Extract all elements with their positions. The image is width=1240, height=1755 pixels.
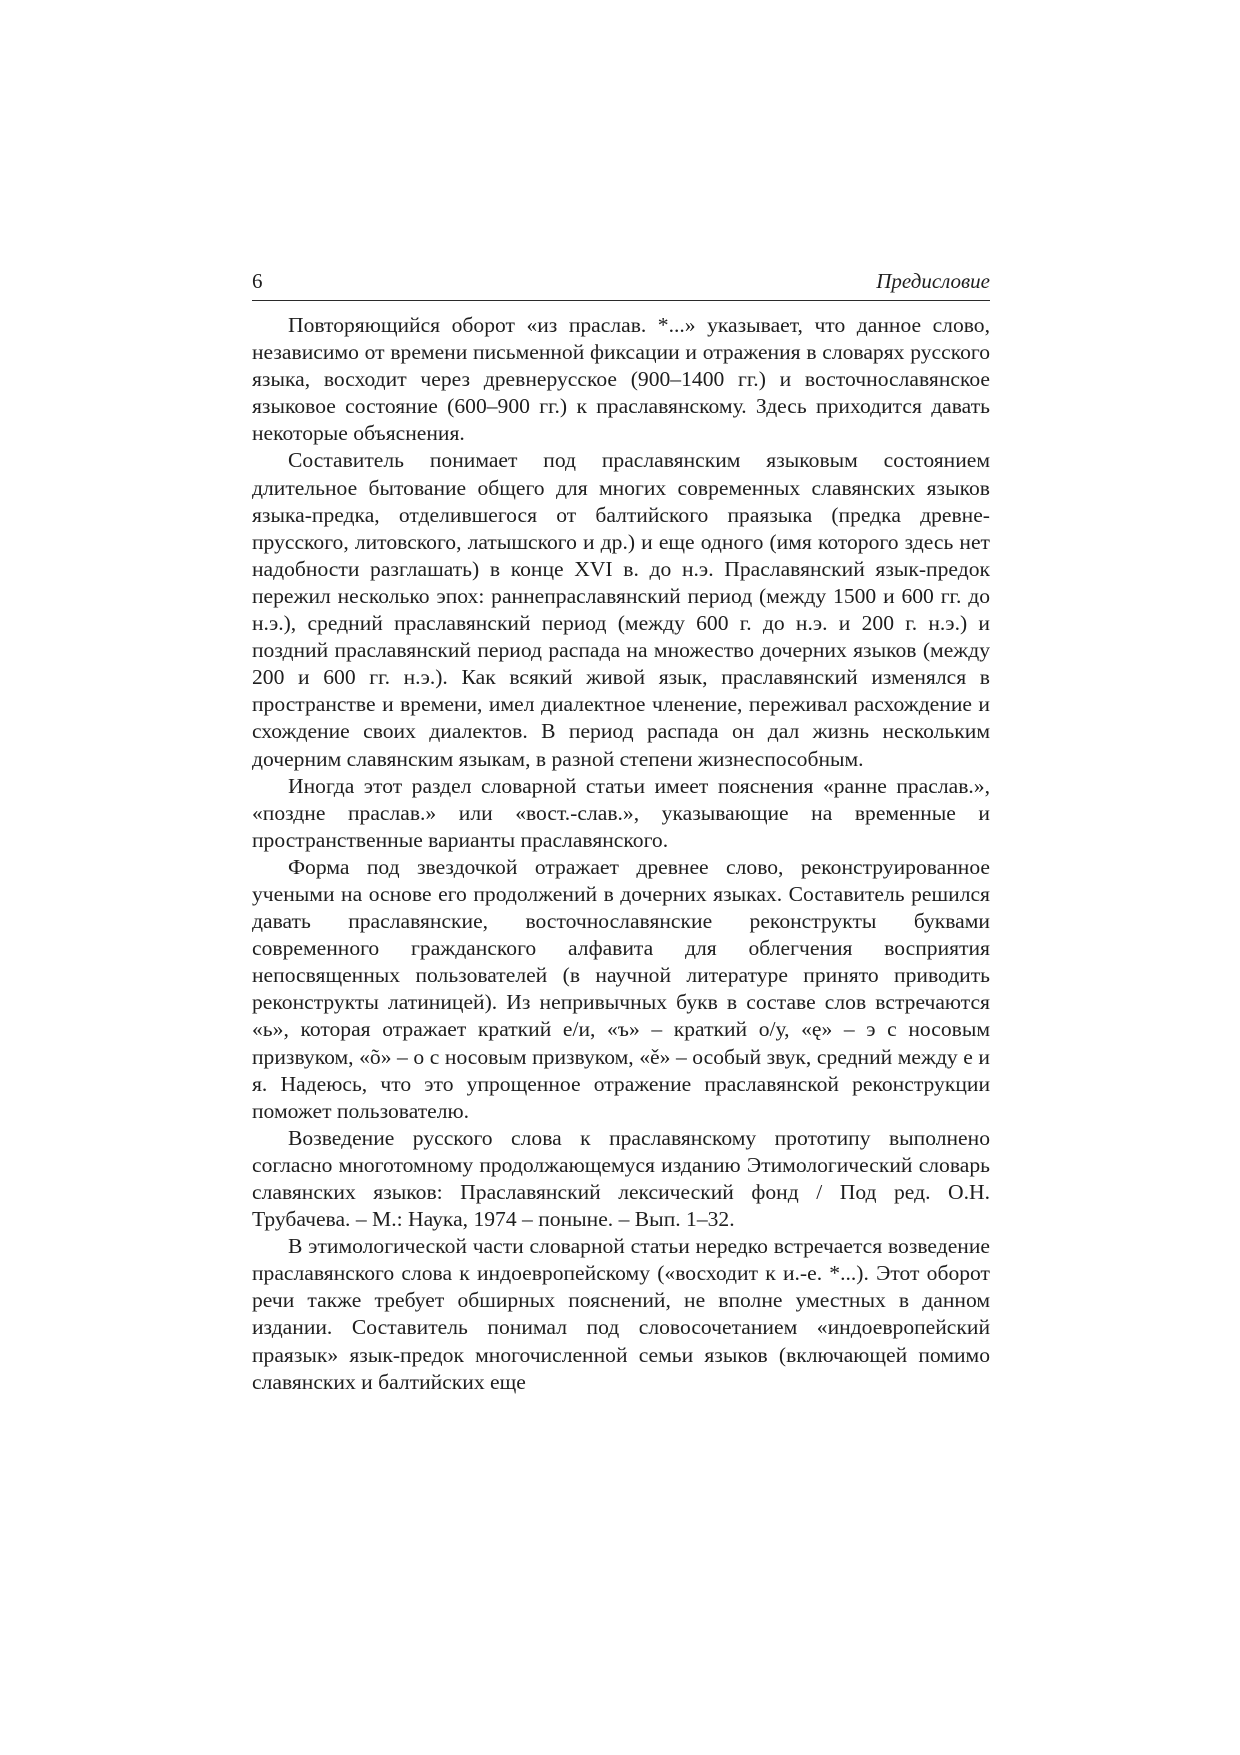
paragraph-6: В этимологической части словарной статьи нередко встречается возведение праславянского слова к индоевропейскому («восходит к и.-е. *...). Этот оборот речи также требует обширных пояснений, не вполне уместных в данном издании. Составитель понимал под словосочетанием «индоевропейский праязык» язык-предок многочисленной семьи языков (включающей помимо славянских и балтийских еще [252, 1234, 990, 1394]
paragraph-4: Форма под звездочкой отражает древнее слово, реконструированное учеными на основе его продолжений в дочерних языках. Составитель решился давать праславянские, восточнославянские реконструкты буквами современного гражданского алфавита для облегчения восприятия непосвященных пользователей (в научной литературе принято приводить реконструкты латиницей). Из непривычных букв в составе слов встречаются «ь», которая отражает краткий е/и, «ъ» – краткий о/у, «ę» – э с носовым призвуком, «õ» – о с носовым призвуком, «ě» – особый звук, средний между е и я. Надеюсь, что это упрощенное отражение праславянской реконструкции поможет пользователю. [252, 854, 990, 1123]
paragraph-1: Повторяющийся оборот «из праслав. *...» указывает, что данное слово, независимо от времени письменной фиксации и отражения в словарях русского языка, восходит через древнерусское (900–1400 гг.) и восточнославянское языковое состояние (600–900 гг.) к праславянскому. Здесь приходится давать некоторые объяснения. [252, 313, 990, 446]
paragraph-5: Возведение русского слова к праславянскому прототипу выполнено согласно многотомному продолжающемуся изданию Этимологический словарь славянских языков: Праславянский лексический фонд / Под ред. О.Н. Трубачева. – М.: Наука, 1974 – поныне. – Вып. 1–32. [252, 1125, 990, 1232]
body-text [252, 312, 990, 1396]
running-title: Предисловие [876, 269, 990, 293]
paragraph-3: Иногда этот раздел словарной статьи имеет пояснения «ранне праслав.», «поздне праслав.» или «вост.-слав.», указывающие на временные и пространственные варианты праславянского. [252, 773, 990, 852]
paragraph-2: Составитель понимает под праславянским языковым состоянием длительное бытование общего для многих современных славянских языков языка-предка, отделившегося от балтийского праязыка (предка древне-прусского, литовского, латышского и др.) и еще одного (имя которого здесь нет надобности разглашать) в конце XVI в. до н.э. Праславянский язык-предок пережил несколько эпох: раннепраславянский период (между 1500 и 600 гг. до н.э.), средний праславянский период (между 600 г. до н.э. и 200 г. н.э.) и поздний праславянский период распада на множество дочерних языков (между 200 и 600 гг. н.э.). Как всякий живой язык, праславянский изменялся в пространстве и времени, имел диалектное членение, переживал расхождение и схождение своих диалектов. В период распада он дал жизнь нескольким дочерним славянским языкам, в разной степени жизнеспособным. [252, 448, 990, 771]
page-number: 6 [252, 269, 263, 293]
running-head [252, 268, 990, 301]
